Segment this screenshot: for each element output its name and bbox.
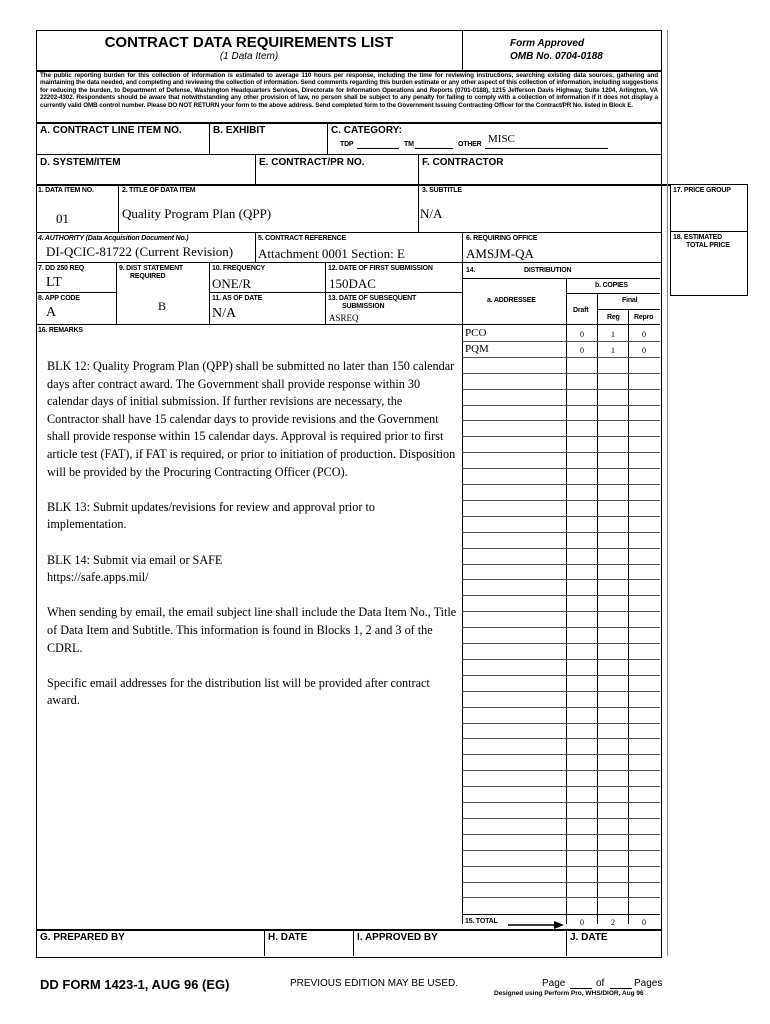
reg-label: Reg — [607, 314, 620, 321]
distribution-grid-line — [462, 341, 660, 342]
block-9-label-1: 9. DIST STATEMENT — [119, 265, 184, 272]
block-7-label: 7. DD 250 REQ — [38, 265, 85, 272]
repro-label: Repro — [634, 314, 654, 321]
distribution-grid-line — [462, 468, 660, 469]
distribution-grid-line — [462, 659, 660, 660]
dist-row-1-addressee: PCO — [465, 327, 487, 339]
block-1-value: 01 — [56, 211, 69, 226]
block-8-label: 8. APP CODE — [38, 295, 80, 302]
remark-2: BLK 13: Submit updates/revisions for review and approval prior to implementation. — [47, 499, 375, 532]
total-arrow-icon — [508, 917, 564, 935]
distribution-grid-line — [462, 405, 660, 406]
distribution-grid-line — [462, 897, 660, 898]
dist-row-1-repro: 0 — [642, 330, 646, 339]
tm-label: TM — [404, 141, 414, 148]
draft-label: Draft — [573, 307, 589, 314]
block-4-label: 4. AUTHORITY (Data Acquisition Document No.) — [38, 235, 189, 242]
total-draft: 0 — [580, 918, 584, 927]
distribution-grid-line — [462, 532, 660, 533]
block-5-label: 5. CONTRACT REFERENCE — [258, 235, 346, 242]
total-reg: 2 — [611, 918, 615, 927]
distribution-grid-line — [462, 484, 660, 485]
block-9-label-2: REQUIRED — [130, 273, 166, 280]
block-14-label: 14. — [466, 267, 476, 274]
block-e-label: E. CONTRACT/PR NO. — [259, 157, 365, 168]
block-12-label: 12. DATE OF FIRST SUBMISSION — [328, 265, 433, 272]
distribution-grid-line — [462, 786, 660, 787]
dist-row-1-reg: 1 — [611, 330, 615, 339]
distribution-grid-line — [462, 675, 660, 676]
remark-4: When sending by email, the email subject line shall include the Data Item No., Title of Data Item and Subtitle. This information is found in Blocks 1, 2 and 3 of the CDRL. — [47, 605, 457, 655]
remark-5: Specific email addresses for the distribution list will be provided after contract award. — [47, 675, 430, 708]
block-8-value: A — [46, 305, 57, 320]
distribution-grid-line — [462, 357, 660, 358]
distribution-grid-line — [462, 579, 660, 580]
distribution-grid-line — [462, 611, 660, 612]
block-j-label: J. DATE — [570, 932, 608, 943]
block-f-label: F. CONTRACTOR — [422, 157, 504, 168]
block-5-value: Attachment 0001 Section: E — [258, 246, 405, 261]
block-6-value: AMSJM-QA — [466, 246, 534, 261]
block-13-label-2: SUBMISSION — [342, 303, 385, 310]
distribution-grid-line — [462, 564, 660, 565]
distribution-grid-line — [462, 548, 660, 549]
block-17-label: 17. PRICE GROUP — [673, 187, 731, 194]
block-c-label: C. CATEGORY: — [331, 125, 402, 136]
block-b-label: B. EXHIBIT — [213, 125, 266, 136]
block-11-label: 11. AS OF DATE — [212, 295, 263, 302]
dist-row-2-draft: 0 — [580, 346, 584, 355]
distribution-grid-line — [462, 436, 660, 437]
pages-label: Pages — [634, 978, 663, 989]
final-label: Final — [622, 297, 638, 304]
burden-notice: The public reporting burden for this collection of information is estimated to average 110 hours per response, including the time for reviewing instructions, searching existing data sources, gathering and maintaining the data needed, and completing and reviewing the collection of information. Send comments regarding this burden estimate or any other aspect of this collection of information, including suggestions for reducing the burden, to Department of Defense, Washington Headquarters Services, Directorate for Information Operations and Reports (0701-0188), 1215 Jefferson Davis Highway, Suite 1204, Arlington, VA 22202-4302. Respondents should be aware that notwithstanding any other provision of law, no person shall be subject to any penalty for failing to comply with a collection of information if it does not display a currently valid OMB control number. Please DO NOT RETURN your form to the above address. Send completed form to the Government Issuing Contracting Officer for the Contract/PR No. listed in Block E. — [40, 72, 658, 109]
block-3-value: N/A — [420, 206, 443, 221]
block-11-value: N/A — [212, 306, 237, 321]
block-a-label: A. CONTRACT LINE ITEM NO. — [40, 125, 182, 136]
of-label: of — [596, 978, 605, 989]
block-12-value: 150DAC — [329, 276, 376, 291]
distribution-grid-line — [462, 516, 660, 517]
addressee-label: a. ADDRESSEE — [487, 297, 536, 304]
distribution-grid-line — [462, 738, 660, 739]
distribution-grid-line — [462, 834, 660, 835]
block-9-value: B — [158, 299, 167, 313]
distribution-grid-line — [462, 691, 660, 692]
block-3-label: 3. SUBTITLE — [422, 187, 462, 194]
distribution-grid-line — [462, 389, 660, 390]
block-d-label: D. SYSTEM/ITEM — [40, 157, 121, 168]
distribution-grid-line — [462, 643, 660, 644]
distribution-grid-line — [462, 595, 660, 596]
designed-by: Designed using Perform Pro, WHS/DIOR, Aug 96 — [494, 990, 644, 997]
dist-row-2-reg: 1 — [611, 346, 615, 355]
omb-number: OMB No. 0704-0188 — [510, 51, 603, 62]
distribution-grid-line — [462, 770, 660, 771]
total-repro: 0 — [642, 918, 646, 927]
distribution-grid-line — [462, 818, 660, 819]
other-value: MISC — [488, 133, 515, 145]
distribution-grid-line — [462, 723, 660, 724]
block-4-value: DI-QCIC-81722 (Current Revision) — [46, 244, 234, 259]
dist-row-1-draft: 0 — [580, 330, 584, 339]
block-2-value: Quality Program Plan (QPP) — [122, 206, 272, 221]
distribution-label: DISTRIBUTION — [524, 267, 572, 274]
block-10-label: 10. FREQUENCY — [212, 265, 266, 272]
remark-1: BLK 12: Quality Program Plan (QPP) shall be submitted no later than 150 calendar days after contract award. The Government shall provide response within 30 calendar days of initial submission. If further revisions are necessary, the Contractor shall have 15 calendar days to provide revisions and the Government shall provide response within 15 calendar days. Approval is required prior to first article test (FAT), if FAT is required, or prior to initiation of production. Disposition will be provided by the Procuring Contracting Officer (PCO). — [47, 359, 456, 479]
distribution-grid-line — [462, 802, 660, 803]
block-6-label: 6. REQUIRING OFFICE — [466, 235, 538, 242]
total-label: 15. TOTAL — [465, 918, 498, 925]
form-id: DD FORM 1423-1, AUG 96 (EG) — [40, 977, 230, 992]
previous-edition: PREVIOUS EDITION MAY BE USED. — [290, 978, 458, 989]
distribution-grid-line — [462, 373, 660, 374]
block-18-label-2: TOTAL PRICE — [686, 242, 730, 249]
distribution-grid-line — [462, 452, 660, 453]
remark-3: BLK 14: Submit via email or SAFE https://safe.apps.mil/ — [47, 552, 223, 585]
block-i-label: I. APPROVED BY — [357, 932, 438, 943]
distribution-grid-line — [462, 866, 660, 867]
distribution-grid-line — [462, 850, 660, 851]
form-approved: Form Approved — [510, 38, 585, 49]
block-10-value: ONE/R — [212, 276, 251, 291]
other-label: OTHER — [458, 141, 482, 148]
block-16-label: 16. REMARKS — [38, 327, 83, 334]
page-label: Page — [542, 978, 566, 989]
remarks-text — [47, 358, 457, 727]
block-13-label-1: 13. DATE OF SUBSEQUENT — [328, 295, 417, 302]
distribution-grid-line — [462, 707, 660, 708]
distribution-grid-line — [462, 882, 660, 883]
copies-label: b. COPIES — [595, 282, 628, 289]
block-18-label-1: 18. ESTIMATED — [673, 234, 723, 241]
block-7-value: LT — [46, 275, 62, 290]
block-1-label: 1. DATA ITEM NO. — [38, 187, 94, 194]
block-2-label: 2. TITLE OF DATA ITEM — [122, 187, 196, 194]
dist-row-2-addressee: PQM — [465, 343, 489, 355]
tdp-label: TDP — [340, 141, 354, 148]
form-title: CONTRACT DATA REQUIREMENTS LIST — [104, 34, 394, 51]
distribution-grid-line — [462, 627, 660, 628]
distribution-grid-line — [462, 754, 660, 755]
block-h-label: H. DATE — [268, 932, 308, 943]
distribution-grid-line — [462, 500, 660, 501]
dist-row-2-repro: 0 — [642, 346, 646, 355]
form-subtitle: (1 Data Item) — [219, 51, 279, 62]
block-g-label: G. PREPARED BY — [40, 932, 125, 943]
block-13-value: ASREQ — [329, 313, 359, 323]
distribution-grid-line — [462, 420, 660, 421]
